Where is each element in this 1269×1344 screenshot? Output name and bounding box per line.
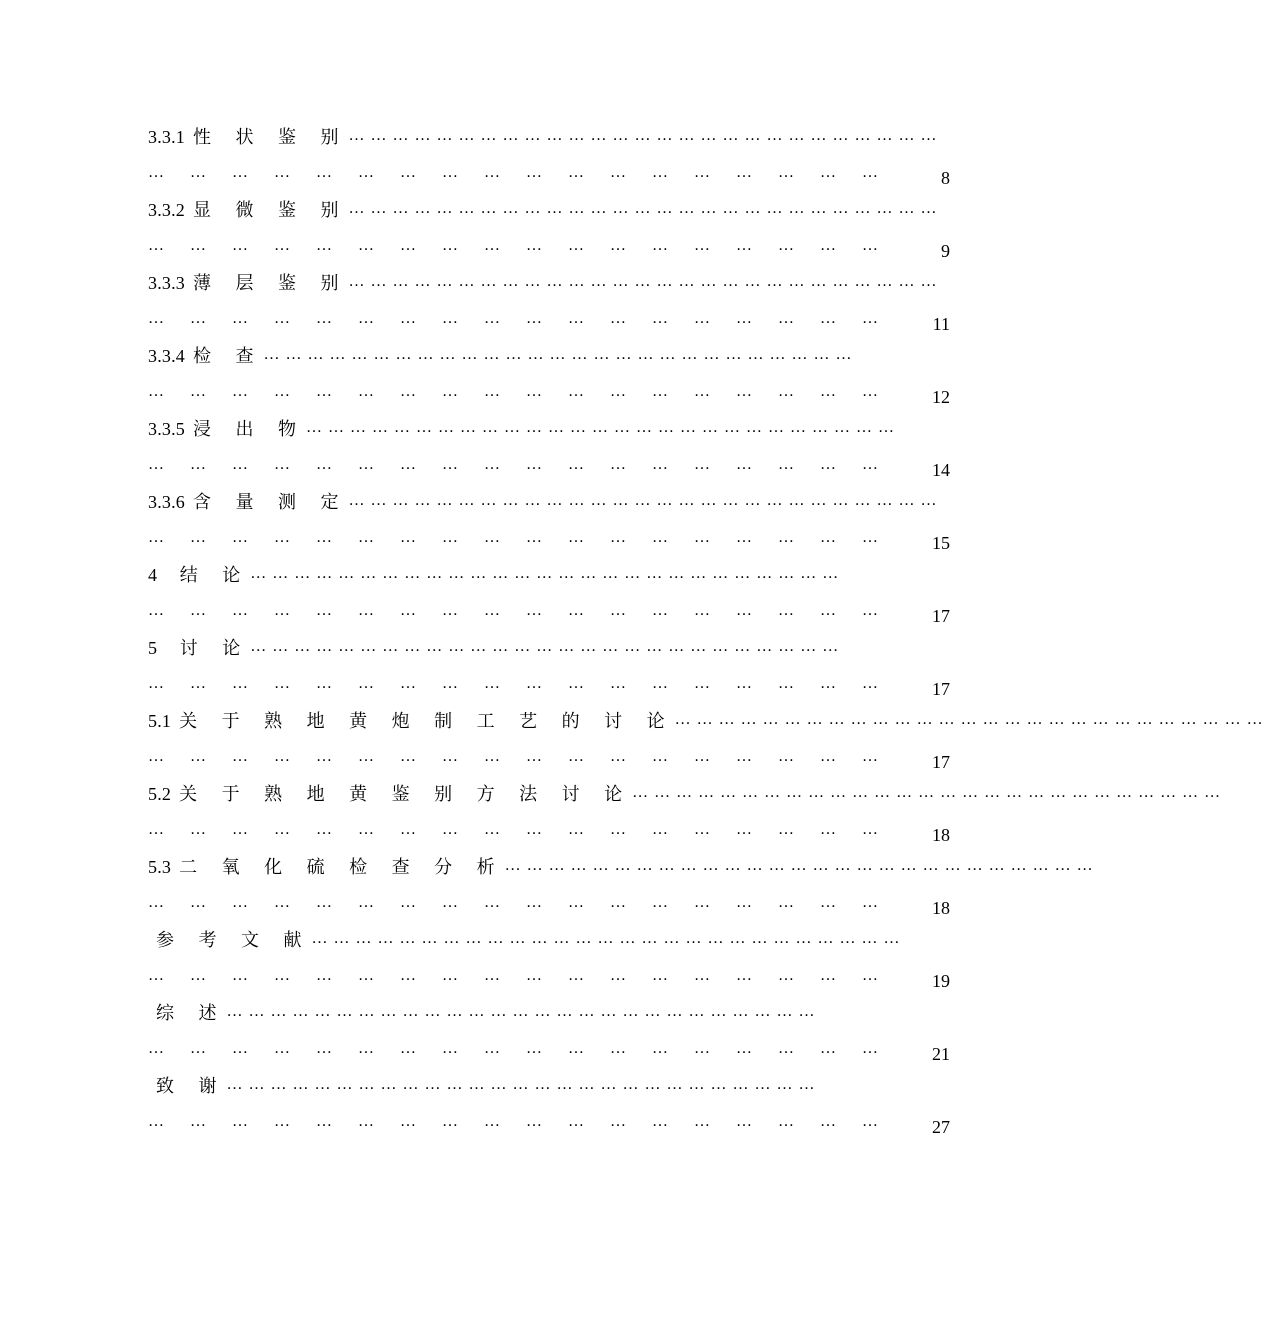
toc-entry[interactable] — [148, 483, 950, 556]
dot-leader: ……………………………………………… — [148, 893, 904, 911]
dot-leader: ……………………………………………………………………… — [348, 273, 943, 290]
dot-leader: ……………………………………………… — [148, 528, 904, 546]
dot-leader: ……………………………………………………………………… — [348, 492, 943, 509]
table-of-contents — [148, 118, 1269, 1140]
toc-entry[interactable] — [148, 702, 1269, 775]
dot-leader: ……………………………………………… — [148, 820, 904, 838]
toc-entry-label: 3.3.3 薄 层 鉴 别 — [148, 273, 349, 293]
toc-entry-label: 3.3.5 浸 出 物 — [148, 419, 306, 439]
toc-page-number: 18 — [932, 825, 950, 845]
toc-entry[interactable] — [148, 191, 950, 264]
dot-leader: ……………………………………………………………………… — [311, 930, 906, 947]
toc-entry-label: 参 考 文 献 — [156, 930, 312, 950]
toc-entry-label: 5.1 关 于 熟 地 黄 炮 制 工 艺 的 讨 论 — [148, 711, 675, 731]
toc-page-number: 15 — [932, 533, 950, 553]
toc-page-number: 17 — [932, 679, 950, 699]
toc-entry-label: 综 述 — [156, 1003, 227, 1023]
toc-entry[interactable] — [148, 118, 950, 191]
dot-leader: ……………………………………………………………………… — [263, 346, 858, 363]
toc-page-number: 17 — [932, 752, 950, 772]
toc-entry[interactable] — [148, 848, 1099, 921]
toc-entry-label: 3.3.2 显 微 鉴 别 — [148, 200, 349, 220]
toc-entry[interactable] — [148, 556, 950, 629]
toc-page-number: 8 — [941, 168, 950, 188]
dot-leader: ……………………………………………… — [148, 1039, 904, 1057]
toc-entry-label: 4 结 论 — [148, 565, 251, 585]
dot-leader: ……………………………………………… — [148, 747, 904, 765]
dot-leader: ……………………………………………………………………… — [632, 784, 1227, 801]
dot-leader: ……………………………………………………………………… — [226, 1076, 821, 1093]
toc-entry[interactable] — [148, 264, 950, 337]
toc-entry-label: 5.3 二 氧 化 硫 检 查 分 析 — [148, 857, 505, 877]
dot-leader: ……………………………………………………………………… — [306, 419, 900, 436]
toc-entry-label: 3.3.1 性 状 鉴 别 — [148, 127, 349, 147]
dot-leader: ……………………………………………… — [148, 601, 904, 619]
toc-page-number: 11 — [932, 314, 950, 334]
toc-entry[interactable] — [148, 629, 950, 702]
toc-entry[interactable] — [148, 337, 950, 410]
dot-leader: ……………………………………………………………………… — [250, 565, 845, 582]
toc-entry[interactable] — [148, 1067, 950, 1140]
dot-leader: ……………………………………………… — [148, 309, 904, 327]
toc-entry-label: 5 讨 论 — [148, 638, 251, 658]
dot-leader: ……………………………………………… — [148, 455, 904, 473]
dot-leader: ……………………………………………… — [148, 674, 904, 692]
dot-leader: ……………………………………………… — [148, 382, 904, 400]
toc-page-number: 27 — [932, 1117, 950, 1137]
toc-entry-label: 3.3.4 检 查 — [148, 346, 264, 366]
toc-page-number: 17 — [932, 606, 950, 626]
toc-entry-label: 5.2 关 于 熟 地 黄 鉴 别 方 法 讨 论 — [148, 784, 633, 804]
dot-leader: ……………………………………………………………………… — [348, 127, 943, 144]
toc-entry[interactable] — [148, 775, 1227, 848]
dot-leader: ……………………………………………………………………… — [226, 1003, 821, 1020]
toc-entry-label: 致 谢 — [156, 1076, 227, 1096]
toc-page-number: 18 — [932, 898, 950, 918]
toc-entry[interactable] — [148, 994, 950, 1067]
toc-entry[interactable] — [148, 921, 950, 994]
toc-page-number: 12 — [932, 387, 950, 407]
dot-leader: ……………………………………………… — [148, 1112, 904, 1130]
dot-leader: ……………………………………………………………………… — [504, 857, 1099, 874]
dot-leader: ……………………………………………………………………… — [348, 200, 943, 217]
dot-leader: ……………………………………………… — [148, 966, 904, 984]
dot-leader: ……………………………………………………………………… — [250, 638, 845, 655]
toc-page-number: 19 — [932, 971, 950, 991]
toc-page-number: 21 — [932, 1044, 950, 1064]
toc-page-number: 14 — [932, 460, 950, 480]
toc-entry[interactable] — [148, 410, 950, 483]
dot-leader: ……………………………………………………………………… — [674, 711, 1269, 728]
dot-leader: ……………………………………………… — [148, 163, 904, 181]
toc-entry-label: 3.3.6 含 量 测 定 — [148, 492, 349, 512]
dot-leader: ……………………………………………… — [148, 236, 904, 254]
toc-page-number: 9 — [941, 241, 950, 261]
